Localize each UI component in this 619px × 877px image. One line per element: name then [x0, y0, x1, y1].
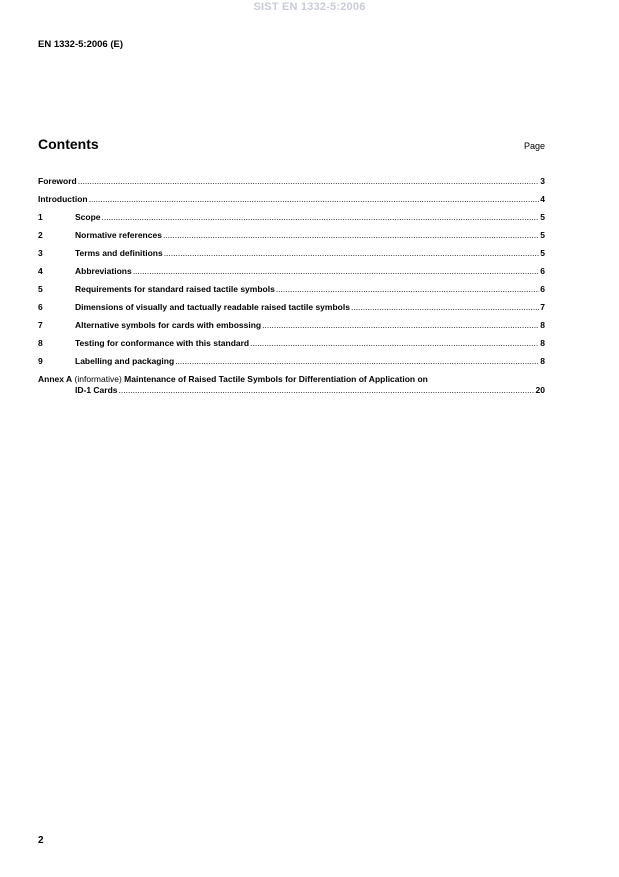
toc-entry-page: 7 — [540, 302, 545, 312]
dot-leader — [133, 266, 540, 276]
toc-entry-title: Foreword — [38, 176, 77, 186]
toc-entry-alternative-symbols[interactable] — [38, 320, 545, 338]
toc-entry-number: 2 — [38, 230, 43, 240]
toc-entry-title: Requirements for standard raised tactile symbols — [75, 284, 275, 294]
toc-entry-page: 5 — [540, 230, 545, 240]
toc-entry-page: 6 — [540, 284, 545, 294]
dot-leader — [351, 302, 539, 312]
annex-label: Annex A — [38, 374, 73, 384]
dot-leader — [89, 194, 540, 204]
toc-entry-page: 3 — [540, 176, 545, 186]
toc-entry-testing[interactable] — [38, 338, 545, 356]
dot-leader — [119, 385, 535, 395]
toc-entry-title: Labelling and packaging — [75, 356, 175, 366]
annex-title-line1: Maintenance of Raised Tactile Symbols for Differentiation of Application on — [124, 374, 428, 384]
toc-entry-title: Alternative symbols for cards with embossing — [75, 320, 262, 330]
toc-entry-foreword[interactable] — [38, 176, 545, 194]
toc-entry-number: 7 — [38, 320, 43, 330]
dot-leader — [262, 320, 539, 330]
toc-entry-number: 5 — [38, 284, 43, 294]
dot-leader — [250, 338, 539, 348]
toc-entry-page: 20 — [535, 385, 545, 395]
toc-entry-title: Normative references — [75, 230, 162, 240]
toc-entry-dimensions[interactable] — [38, 302, 545, 320]
contents-heading: Contents — [38, 136, 99, 152]
table-of-contents — [38, 176, 545, 397]
toc-entry-labelling[interactable] — [38, 356, 545, 374]
watermark: SIST EN 1332-5:2006 — [253, 1, 366, 13]
toc-entry-terms-and-definitions[interactable] — [38, 248, 545, 266]
page-column-label: Page — [523, 141, 545, 151]
toc-entry-page: 8 — [540, 356, 545, 366]
dot-leader — [164, 248, 540, 258]
dot-leader — [163, 230, 539, 240]
toc-entry-requirements[interactable] — [38, 284, 545, 302]
toc-entry-title: Scope — [75, 212, 101, 222]
dot-leader — [175, 356, 539, 366]
toc-entry-normative-references[interactable] — [38, 230, 545, 248]
dot-leader — [78, 176, 540, 186]
annex-qualifier: (informative) — [74, 374, 122, 384]
toc-entry-page: 5 — [540, 212, 545, 222]
footer-page-number: 2 — [38, 835, 44, 846]
dot-leader — [102, 212, 540, 222]
toc-entry-page: 4 — [540, 194, 545, 204]
toc-entry-title: Introduction — [38, 194, 88, 204]
toc-entry-number: 4 — [38, 266, 43, 276]
toc-entry-annex-a[interactable] — [38, 374, 545, 397]
toc-entry-abbreviations[interactable] — [38, 266, 545, 284]
toc-entry-number: 8 — [38, 338, 43, 348]
toc-entry-number: 1 — [38, 212, 43, 222]
toc-entry-scope[interactable] — [38, 212, 545, 230]
toc-entry-title: Terms and definitions — [75, 248, 163, 258]
toc-entry-introduction[interactable] — [38, 194, 545, 212]
document-reference: EN 1332-5:2006 (E) — [38, 39, 124, 50]
toc-entry-title: Abbreviations — [75, 266, 132, 276]
toc-entry-number: 6 — [38, 302, 43, 312]
toc-entry-title: Testing for conformance with this standard — [75, 338, 250, 348]
toc-entry-number: 3 — [38, 248, 43, 258]
toc-entry-page: 6 — [540, 266, 545, 276]
toc-entry-page: 8 — [540, 338, 545, 348]
annex-title-line2: ID-1 Cards — [75, 385, 118, 395]
toc-entry-number: 9 — [38, 356, 43, 366]
toc-entry-title: Dimensions of visually and tactually readable raised tactile symbols — [75, 302, 350, 312]
toc-entry-page: 8 — [540, 320, 545, 330]
toc-entry-page: 5 — [540, 248, 545, 258]
dot-leader — [276, 284, 539, 294]
